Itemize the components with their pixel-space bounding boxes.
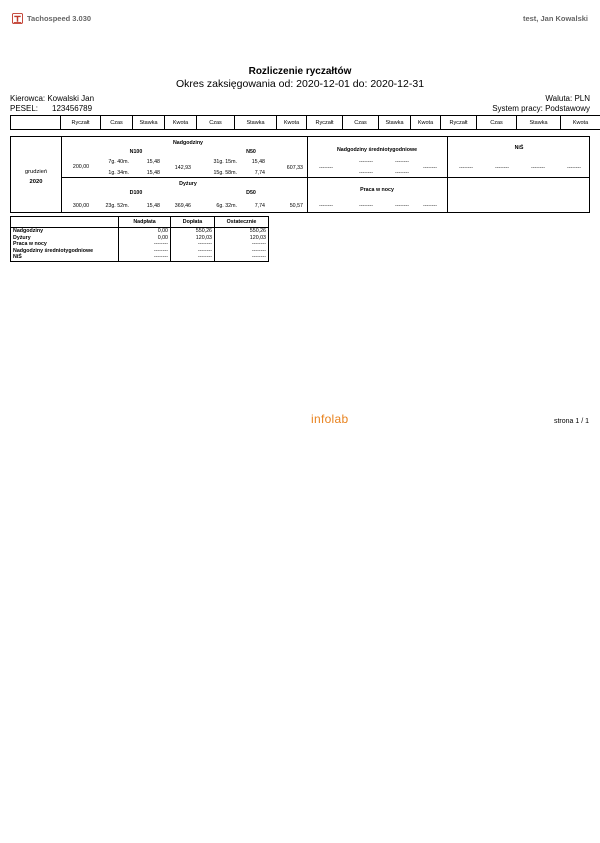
column-header: Czas [101, 116, 133, 130]
column-header: Czas [197, 116, 235, 130]
column-header: Stawka [235, 116, 277, 130]
summary-row [11, 248, 269, 255]
n100-time-2: 1g. 34m. [108, 170, 129, 176]
column-header: Ryczałt [441, 116, 477, 130]
page-number: strona 1 / 1 [553, 418, 589, 425]
pesel-value: 123456789 [52, 104, 93, 113]
column-header: Stawka [379, 116, 411, 130]
n100-label: N100 [129, 149, 143, 155]
user-name: test, Jan Kowalski [522, 13, 588, 23]
summary-table [10, 216, 269, 262]
n50-rate-2: 7,74 [254, 170, 265, 176]
top-bar [12, 10, 588, 26]
n50-time-2: 15g. 58m. [213, 170, 237, 176]
weekly-overtime-rate-1: -------- [394, 159, 410, 165]
night-work-rate: -------- [394, 203, 410, 209]
night-work-time: -------- [358, 203, 374, 209]
column-header: Ryczałt [307, 116, 343, 130]
n50-label: N50 [246, 149, 256, 155]
column-header: Czas [477, 116, 517, 130]
summary-doplata: 550,26 [171, 228, 215, 235]
nis-rate: -------- [530, 165, 546, 171]
weekly-overtime-amount: -------- [422, 165, 438, 171]
weekly-overtime-title: Nadgodziny średniotygodniowe [336, 147, 418, 153]
d50-amount: 50,57 [289, 203, 303, 209]
header-blank [11, 116, 61, 130]
month-label [11, 167, 61, 187]
column-header: Stawka [517, 116, 561, 130]
column-header: Kwota [561, 116, 600, 130]
nis-ryczalt: -------- [458, 165, 474, 171]
currency: Waluta: PLN [545, 94, 590, 103]
summary-row-label: Nadgodziny średniotygodniowe [11, 248, 119, 255]
column-header: Ryczałt [61, 116, 101, 130]
work-system: System pracy: Podstawowy [492, 104, 590, 113]
driver-name: Kierowca: Kowalski Jan [10, 94, 95, 103]
summary-doplata: -------- [171, 248, 215, 255]
summary-ostatecznie: -------- [215, 254, 269, 261]
pesel-label: PESEL: [10, 104, 39, 113]
summary-doplata: -------- [171, 254, 215, 261]
summary-header-blank [11, 217, 119, 228]
tachospeed-logo-icon [12, 13, 23, 24]
summary-row [11, 254, 269, 261]
summary-header: Nadpłata [119, 217, 171, 228]
summary-header: Dopłata [171, 217, 215, 228]
settlement-block [10, 136, 590, 213]
d100-amount: 369,46 [174, 203, 191, 209]
summary-ostatecznie: -------- [215, 248, 269, 255]
column-header: Stawka [133, 116, 165, 130]
pesel [10, 104, 92, 113]
summary-row [11, 241, 269, 248]
divider [61, 137, 62, 212]
summary-nadplata: -------- [119, 241, 171, 248]
summary-row [11, 228, 269, 235]
duty-title: Dyżury [179, 181, 197, 187]
d100-label: D100 [129, 190, 143, 196]
column-header: Kwota [411, 116, 441, 130]
summary-nadplata: -------- [119, 248, 171, 255]
n50-time-1: 31g. 15m. [213, 159, 237, 165]
nis-amount: -------- [566, 165, 582, 171]
report-title: Rozliczenie ryczałtów [248, 66, 352, 77]
summary-row-label: NiŚ [11, 254, 119, 261]
infolab-logo: infolab [311, 412, 349, 426]
d50-rate: 7,74 [254, 203, 265, 209]
n50-amount: 607,33 [286, 165, 303, 171]
summary-row-label: Dyżury [11, 235, 119, 242]
weekly-overtime-time-2: -------- [358, 170, 374, 176]
month-name: grudzień [24, 169, 48, 175]
report-period: Okres zaksięgowania od: 2020-12-01 do: 2020-12-31 [175, 78, 425, 90]
night-work-amount: -------- [422, 203, 438, 209]
app-brand [12, 13, 91, 24]
night-work-title: Praca w nocy [360, 187, 394, 193]
summary-row-label: Praca w nocy [11, 241, 119, 248]
column-header-table [10, 115, 600, 130]
n100-time-1: 7g. 40m. [108, 159, 129, 165]
duty-ryczalt: 300,00 [72, 203, 90, 209]
weekly-overtime-rate-2: -------- [394, 170, 410, 176]
summary-nadplata: 0,00 [119, 235, 171, 242]
summary-ostatecznie: -------- [215, 241, 269, 248]
summary-doplata: -------- [171, 241, 215, 248]
nis-title: NiŚ [514, 145, 524, 151]
summary-header: Ostatecznie [215, 217, 269, 228]
weekly-overtime-time-1: -------- [358, 159, 374, 165]
n100-amount: 142,93 [174, 165, 191, 171]
weekly-overtime-ryczalt: -------- [318, 165, 334, 171]
summary-doplata: 120,03 [171, 235, 215, 242]
d100-rate: 15,48 [146, 203, 160, 209]
overtime-title: Nadgodziny [172, 140, 203, 146]
overtime-ryczalt: 200,00 [72, 164, 90, 170]
summary-ostatecznie: 120,03 [215, 235, 269, 242]
n100-rate-2: 15,48 [146, 170, 160, 176]
night-work-ryczalt: -------- [318, 203, 334, 209]
column-header: Czas [343, 116, 379, 130]
summary-row [11, 235, 269, 242]
column-header: Kwota [277, 116, 307, 130]
summary-nadplata: -------- [119, 254, 171, 261]
app-name: Tachospeed 3.030 [27, 13, 92, 23]
summary-nadplata: 0,00 [119, 228, 171, 235]
d100-time: 23g. 52m. [105, 203, 129, 209]
nis-time: -------- [494, 165, 510, 171]
n100-rate-1: 15,48 [146, 159, 160, 165]
n50-rate-1: 15,48 [251, 159, 265, 165]
d50-time: 6g. 32m. [216, 203, 237, 209]
d50-label: D50 [246, 190, 256, 196]
divider [61, 177, 589, 178]
column-header: Kwota [165, 116, 197, 130]
summary-ostatecznie: 550,26 [215, 228, 269, 235]
summary-row-label: Nadgodziny [11, 228, 119, 235]
month-year: 2020 [29, 179, 43, 185]
